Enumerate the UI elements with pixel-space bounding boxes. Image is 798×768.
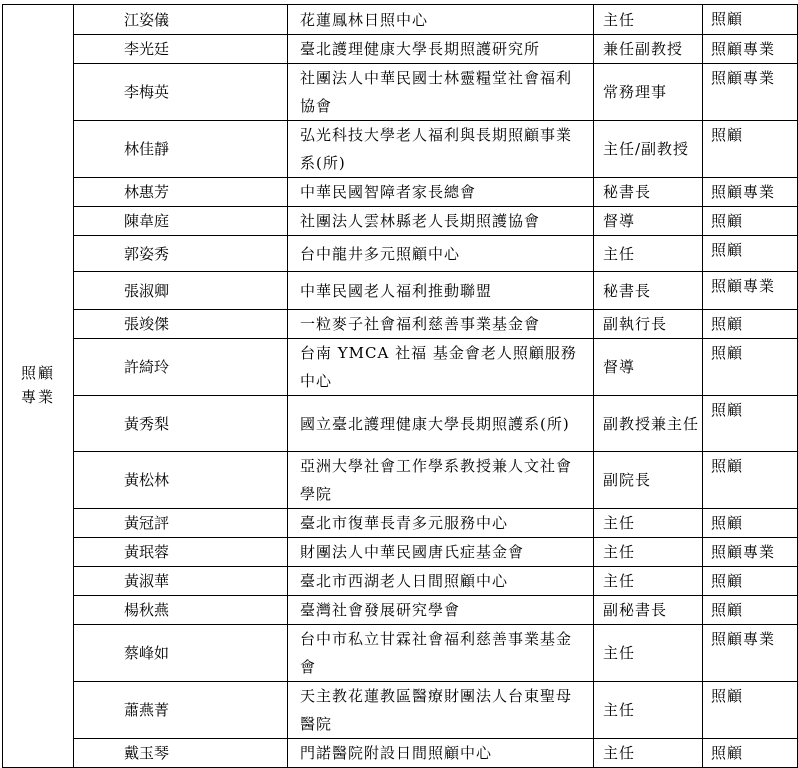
organization-cell: 門諾醫院附設日間照顧中心 — [288, 739, 594, 768]
organization-cell: 臺北市復華長青多元服務中心 — [288, 509, 594, 538]
name-cell: 許綺玲 — [74, 339, 288, 396]
category-cell — [3, 5, 74, 768]
job-title-cell: 督導 — [594, 207, 703, 236]
field-cell: 照顧 — [703, 207, 798, 236]
name-cell: 江姿儀 — [74, 5, 288, 35]
name-cell: 林惠芳 — [74, 178, 288, 207]
job-title-cell: 督導 — [594, 339, 703, 396]
job-title-cell: 常務理事 — [594, 64, 703, 121]
job-title-cell: 主任 — [594, 739, 703, 768]
organization-cell: 亞洲大學社會工作學系教授兼人文社會學院 — [288, 452, 594, 509]
table-row — [3, 64, 798, 121]
field-cell: 照顧專業 — [703, 272, 798, 310]
organization-cell: 花蓮鳳林日照中心 — [288, 5, 594, 35]
field-cell: 照顧專業 — [703, 538, 798, 567]
job-title-cell: 主任/副教授 — [594, 121, 703, 178]
table-row — [3, 509, 798, 538]
name-cell: 黃秀梨 — [74, 396, 288, 452]
field-cell: 照顧 — [703, 739, 798, 768]
table-row — [3, 739, 798, 768]
job-title-cell: 秘書長 — [594, 272, 703, 310]
field-cell: 照顧 — [703, 5, 798, 35]
field-cell: 照顧 — [703, 339, 798, 396]
name-cell: 蕭燕菁 — [74, 682, 288, 739]
table-row — [3, 178, 798, 207]
field-cell: 照顧 — [703, 567, 798, 596]
name-cell: 郭姿秀 — [74, 236, 288, 272]
field-cell: 照顧 — [703, 121, 798, 178]
job-title-cell: 秘書長 — [594, 178, 703, 207]
table-row — [3, 538, 798, 567]
organization-cell: 一粒麥子社會福利慈善事業基金會 — [288, 310, 594, 339]
name-cell: 李光廷 — [74, 35, 288, 64]
field-cell: 照顧 — [703, 452, 798, 509]
job-title-cell: 主任 — [594, 682, 703, 739]
job-title-cell: 主任 — [594, 538, 703, 567]
organization-cell: 中華民國老人福利推動聯盟 — [288, 272, 594, 310]
job-title-cell: 兼任副教授 — [594, 35, 703, 64]
table-row — [3, 682, 798, 739]
field-cell: 照顧專業 — [703, 625, 798, 682]
table-row — [3, 35, 798, 64]
name-cell: 張竣傑 — [74, 310, 288, 339]
category-label: 照顧專業 — [21, 364, 56, 406]
job-title-cell: 副執行長 — [594, 310, 703, 339]
job-title-cell: 主任 — [594, 567, 703, 596]
name-cell: 陳韋庭 — [74, 207, 288, 236]
job-title-cell: 主任 — [594, 236, 703, 272]
field-cell: 照顧 — [703, 310, 798, 339]
organization-cell: 臺北市西湖老人日間照顧中心 — [288, 567, 594, 596]
job-title-cell: 副秘書長 — [594, 596, 703, 625]
job-title-cell: 副院長 — [594, 452, 703, 509]
field-cell: 照顧 — [703, 396, 798, 452]
table-row — [3, 567, 798, 596]
job-title-cell: 主任 — [594, 625, 703, 682]
name-cell: 黃珉蓉 — [74, 538, 288, 567]
job-title-cell: 主任 — [594, 509, 703, 538]
organization-cell: 國立臺北護理健康大學長期照護系(所) — [288, 396, 594, 452]
name-cell: 林佳靜 — [74, 121, 288, 178]
field-cell: 照顧 — [703, 509, 798, 538]
organization-cell: 台南 YMCA 社福 基金會老人照顧服務中心 — [288, 339, 594, 396]
table-row — [3, 272, 798, 310]
experts-table — [2, 4, 798, 768]
organization-cell: 台中龍井多元照顧中心 — [288, 236, 594, 272]
table-row — [3, 207, 798, 236]
name-cell: 張淑卿 — [74, 272, 288, 310]
table-row — [3, 339, 798, 396]
table-row — [3, 121, 798, 178]
field-cell: 照顧 — [703, 682, 798, 739]
table-row — [3, 452, 798, 509]
table-row — [3, 5, 798, 35]
field-cell: 照顧 — [703, 236, 798, 272]
organization-cell: 台中市私立甘霖社會福利慈善事業基金會 — [288, 625, 594, 682]
name-cell: 戴玉琴 — [74, 739, 288, 768]
field-cell: 照顧專業 — [703, 64, 798, 121]
organization-cell: 天主教花蓮教區醫療財團法人台東聖母醫院 — [288, 682, 594, 739]
job-title-cell: 主任 — [594, 5, 703, 35]
organization-cell: 臺北護理健康大學長期照護研究所 — [288, 35, 594, 64]
field-cell: 照顧專業 — [703, 35, 798, 64]
table-row — [3, 396, 798, 452]
field-cell: 照顧 — [703, 596, 798, 625]
name-cell: 李梅英 — [74, 64, 288, 121]
field-cell: 照顧專業 — [703, 178, 798, 207]
organization-cell: 社團法人雲林縣老人長期照護協會 — [288, 207, 594, 236]
experts-table-body — [3, 5, 798, 768]
table-row — [3, 596, 798, 625]
table-row — [3, 236, 798, 272]
name-cell: 楊秋燕 — [74, 596, 288, 625]
organization-cell: 弘光科技大學老人福利與長期照顧事業系(所) — [288, 121, 594, 178]
job-title-cell: 副教授兼主任 — [594, 396, 703, 452]
name-cell: 蔡峰如 — [74, 625, 288, 682]
name-cell: 黃冠評 — [74, 509, 288, 538]
organization-cell: 社團法人中華民國士林靈糧堂社會福利協會 — [288, 64, 594, 121]
organization-cell: 臺灣社會發展研究學會 — [288, 596, 594, 625]
name-cell: 黃淑華 — [74, 567, 288, 596]
table-row — [3, 310, 798, 339]
organization-cell: 中華民國智障者家長總會 — [288, 178, 594, 207]
table-row — [3, 625, 798, 682]
organization-cell: 財團法人中華民國唐氏症基金會 — [288, 538, 594, 567]
name-cell: 黃松林 — [74, 452, 288, 509]
